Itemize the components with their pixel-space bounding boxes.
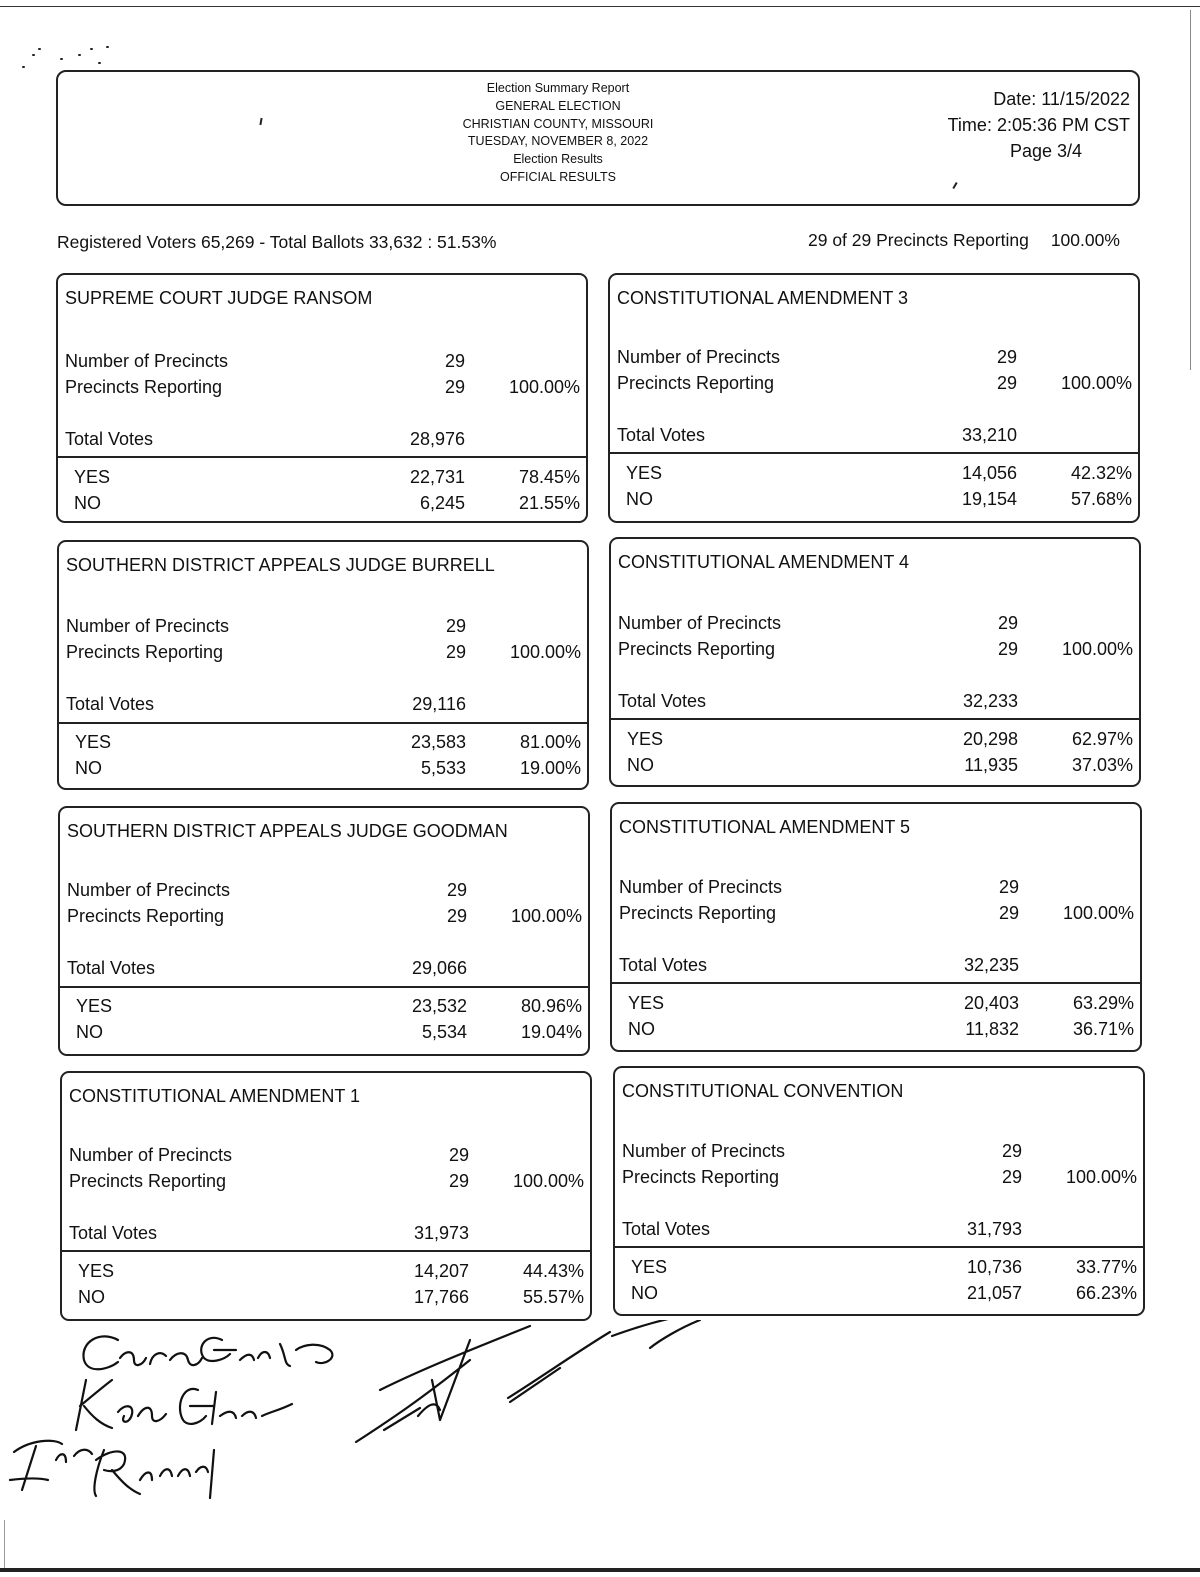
- row-value: 29: [445, 616, 466, 636]
- choice-votes: 5,533: [420, 758, 466, 778]
- page-edge-top: [0, 6, 1200, 7]
- choice-name: NO: [631, 1283, 658, 1303]
- page-edge-left: [4, 1520, 5, 1570]
- choice-votes: 17,766: [413, 1287, 469, 1307]
- row-label: Number of Precincts: [617, 347, 781, 367]
- row-label: Number of Precincts: [66, 616, 230, 636]
- contest-box: [56, 273, 588, 523]
- row-label: Total Votes: [617, 425, 706, 445]
- choice-row: [69, 1287, 584, 1309]
- choice-row: [66, 758, 581, 780]
- precincts-reporting-row: [617, 373, 1132, 395]
- choice-row: [67, 1022, 582, 1044]
- report-line: GENERAL ELECTION: [495, 98, 621, 113]
- row-percent: 100.00%: [1061, 639, 1133, 659]
- choice-percent: 62.97%: [1071, 729, 1133, 749]
- choice-votes: 20,298: [962, 729, 1018, 749]
- page-number: Page 3/4: [1009, 141, 1082, 161]
- total-votes-row: [622, 1219, 1137, 1241]
- contest-title: CONSTITUTIONAL AMENDMENT 5: [619, 817, 911, 837]
- report-line: Election Summary Report: [486, 81, 630, 95]
- row-label: Total Votes: [618, 691, 707, 711]
- choice-name: YES: [627, 729, 664, 749]
- choice-votes: 5,534: [421, 1022, 467, 1042]
- choice-name: YES: [74, 467, 111, 487]
- row-value: 29: [444, 377, 465, 397]
- precincts-reporting-row: [66, 642, 581, 664]
- row-percent: 100.00%: [510, 906, 582, 926]
- choice-percent: 57.68%: [1070, 489, 1132, 509]
- divider: [62, 1250, 590, 1252]
- row-label: Total Votes: [622, 1219, 711, 1239]
- choice-percent: 19.00%: [519, 758, 581, 778]
- choice-votes: 21,057: [966, 1283, 1022, 1303]
- precincts-reporting-row: [618, 639, 1133, 661]
- number-of-precincts-row: [617, 347, 1132, 369]
- precincts-reporting-row: [619, 903, 1134, 925]
- row-value: 29: [446, 880, 467, 900]
- choice-votes: 14,207: [413, 1261, 469, 1281]
- choice-percent: 55.57%: [522, 1287, 584, 1307]
- page-edge-right: [1190, 10, 1191, 370]
- signature-2: [76, 1380, 292, 1430]
- choice-row: [617, 463, 1132, 485]
- row-percent: 100.00%: [1062, 903, 1134, 923]
- row-label: Number of Precincts: [65, 351, 229, 371]
- row-label: Precincts Reporting: [618, 639, 776, 659]
- divider: [610, 452, 1138, 454]
- report-line: TUESDAY, NOVEMBER 8, 2022: [467, 134, 649, 149]
- choice-percent: 44.43%: [522, 1261, 584, 1281]
- signature-1: [83, 1336, 332, 1369]
- choice-row: [66, 732, 581, 754]
- choice-name: NO: [626, 489, 653, 509]
- choice-name: YES: [76, 996, 113, 1016]
- row-label: Precincts Reporting: [622, 1167, 780, 1187]
- row-value: 29: [446, 906, 467, 926]
- divider: [58, 456, 586, 458]
- precincts-reporting-percent: 100.00%: [1050, 230, 1120, 250]
- contest-box: [613, 1066, 1145, 1316]
- choice-percent: 80.96%: [520, 996, 582, 1016]
- row-label: Total Votes: [66, 694, 155, 714]
- row-value: 28,976: [409, 429, 465, 449]
- choice-percent: 36.71%: [1072, 1019, 1134, 1039]
- row-value: 29: [997, 613, 1018, 633]
- contest-title: SOUTHERN DISTRICT APPEALS JUDGE GOODMAN: [67, 821, 508, 841]
- row-label: Precincts Reporting: [65, 377, 223, 397]
- report-time: Time: 2:05:36 PM CST: [947, 115, 1130, 135]
- report-line: OFFICIAL RESULTS: [500, 169, 616, 184]
- row-value: 29,066: [411, 958, 467, 978]
- divider: [612, 982, 1140, 984]
- divider: [615, 1246, 1143, 1248]
- number-of-precincts-row: [622, 1141, 1137, 1163]
- choice-row: [622, 1283, 1137, 1305]
- number-of-precincts-row: [67, 880, 582, 902]
- row-value: 29,116: [412, 694, 466, 714]
- row-label: Number of Precincts: [69, 1145, 233, 1165]
- row-label: Precincts Reporting: [69, 1171, 227, 1191]
- contest-box: [58, 806, 590, 1056]
- choice-percent: 78.45%: [518, 467, 580, 487]
- choice-name: NO: [75, 758, 102, 778]
- contest-title: SUPREME COURT JUDGE RANSOM: [65, 288, 373, 308]
- choice-name: YES: [631, 1257, 668, 1277]
- row-label: Precincts Reporting: [66, 642, 224, 662]
- row-value: 31,793: [966, 1219, 1022, 1239]
- scan-mark: [952, 182, 957, 189]
- row-label: Number of Precincts: [619, 877, 783, 897]
- row-label: Total Votes: [67, 958, 156, 978]
- choice-row: [618, 755, 1133, 777]
- choice-percent: 33.77%: [1075, 1257, 1137, 1277]
- choice-name: NO: [76, 1022, 103, 1042]
- number-of-precincts-row: [618, 613, 1133, 635]
- contest-title: CONSTITUTIONAL AMENDMENT 4: [618, 552, 910, 572]
- page-edge-bottom: [0, 1568, 1200, 1572]
- report-header: [56, 70, 1140, 206]
- choice-name: YES: [626, 463, 663, 483]
- total-votes-row: [617, 425, 1132, 447]
- row-label: Total Votes: [619, 955, 708, 975]
- choice-name: NO: [74, 493, 101, 513]
- signature-4: [356, 1320, 710, 1442]
- report-line: Election Results: [513, 152, 603, 167]
- contest-title: CONSTITUTIONAL AMENDMENT 3: [617, 288, 909, 308]
- row-percent: 100.00%: [508, 377, 580, 397]
- choice-votes: 14,056: [961, 463, 1017, 483]
- total-votes-row: [69, 1223, 584, 1245]
- scan-mark: [259, 118, 262, 125]
- choice-votes: 6,245: [419, 493, 465, 513]
- total-votes-row: [65, 429, 580, 451]
- choice-row: [617, 489, 1132, 511]
- contest-title: CONSTITUTIONAL CONVENTION: [622, 1081, 904, 1101]
- divider: [60, 986, 588, 988]
- row-percent: 100.00%: [1065, 1167, 1137, 1187]
- choice-row: [65, 493, 580, 515]
- choice-row: [65, 467, 580, 489]
- choice-percent: 66.23%: [1075, 1283, 1137, 1303]
- precincts-reporting-row: [622, 1167, 1137, 1189]
- contest-box: [609, 537, 1141, 787]
- choice-name: YES: [78, 1261, 115, 1281]
- contest-box: [608, 273, 1140, 523]
- row-percent: 100.00%: [1060, 373, 1132, 393]
- total-votes-row: [66, 694, 581, 716]
- row-value: 29: [996, 373, 1017, 393]
- choice-votes: 11,832: [965, 1019, 1019, 1039]
- choice-row: [619, 993, 1134, 1015]
- choice-percent: 37.03%: [1071, 755, 1133, 775]
- total-votes-row: [619, 955, 1134, 977]
- report-meta: [910, 86, 1130, 164]
- row-value: 31,973: [413, 1223, 469, 1243]
- choice-votes: 10,736: [966, 1257, 1022, 1277]
- signature-3: [10, 1441, 214, 1498]
- row-label: Total Votes: [65, 429, 154, 449]
- report-line: CHRISTIAN COUNTY, MISSOURI: [462, 116, 654, 131]
- row-value: 29: [997, 639, 1018, 659]
- choice-votes: 19,154: [961, 489, 1017, 509]
- row-value: 29: [444, 351, 465, 371]
- row-label: Precincts Reporting: [617, 373, 775, 393]
- report-date: Date: 11/15/2022: [993, 89, 1130, 109]
- choice-percent: 21.55%: [518, 493, 580, 513]
- choice-name: YES: [628, 993, 665, 1013]
- registered-voters-summary: Registered Voters 65,269 - Total Ballots 33,632 : 51.53%: [57, 232, 497, 252]
- choice-votes: 22,731: [409, 467, 465, 487]
- row-label: Number of Precincts: [618, 613, 782, 633]
- choice-percent: 63.29%: [1072, 993, 1134, 1013]
- choice-name: YES: [75, 732, 112, 752]
- row-label: Total Votes: [69, 1223, 158, 1243]
- precincts-reporting-row: [67, 906, 582, 928]
- choice-percent: 42.32%: [1070, 463, 1132, 483]
- contest-box: [57, 540, 589, 790]
- total-votes-row: [67, 958, 582, 980]
- divider: [611, 718, 1139, 720]
- choice-row: [618, 729, 1133, 751]
- signatures: [0, 1320, 760, 1520]
- report-title-block: [398, 80, 718, 187]
- choice-votes: 23,532: [411, 996, 467, 1016]
- number-of-precincts-row: [65, 351, 580, 373]
- choice-row: [69, 1261, 584, 1283]
- contest-title: SOUTHERN DISTRICT APPEALS JUDGE BURRELL: [66, 555, 495, 575]
- row-value: 32,235: [963, 955, 1019, 975]
- precincts-reporting-summary: [808, 230, 1120, 251]
- contest-box: [60, 1071, 592, 1321]
- row-value: 29: [1001, 1167, 1022, 1187]
- row-value: 29: [445, 642, 466, 662]
- row-label: Number of Precincts: [67, 880, 231, 900]
- choice-name: NO: [628, 1019, 655, 1039]
- choice-name: NO: [627, 755, 654, 775]
- contest-box: [610, 802, 1142, 1052]
- number-of-precincts-row: [66, 616, 581, 638]
- number-of-precincts-row: [619, 877, 1134, 899]
- row-label: Precincts Reporting: [619, 903, 777, 923]
- precincts-reporting-text: 29 of 29 Precincts Reporting: [808, 230, 1029, 250]
- row-value: 29: [998, 877, 1019, 897]
- row-value: 29: [448, 1171, 469, 1191]
- total-votes-row: [618, 691, 1133, 713]
- row-value: 33,210: [961, 425, 1017, 445]
- choice-row: [67, 996, 582, 1018]
- choice-row: [619, 1019, 1134, 1041]
- choice-percent: 19.04%: [520, 1022, 582, 1042]
- row-value: 29: [1001, 1141, 1022, 1161]
- row-value: 29: [996, 347, 1017, 367]
- row-value: 32,233: [962, 691, 1018, 711]
- choice-row: [622, 1257, 1137, 1279]
- row-label: Precincts Reporting: [67, 906, 225, 926]
- choice-name: NO: [78, 1287, 105, 1307]
- precincts-reporting-row: [69, 1171, 584, 1193]
- divider: [59, 722, 587, 724]
- row-value: 29: [998, 903, 1019, 923]
- row-label: Number of Precincts: [622, 1141, 786, 1161]
- choice-votes: 23,583: [410, 732, 466, 752]
- row-value: 29: [448, 1145, 469, 1165]
- choice-votes: 20,403: [963, 993, 1019, 1013]
- choice-percent: 81.00%: [519, 732, 581, 752]
- row-percent: 100.00%: [512, 1171, 584, 1191]
- row-percent: 100.00%: [509, 642, 581, 662]
- precincts-reporting-row: [65, 377, 580, 399]
- contest-title: CONSTITUTIONAL AMENDMENT 1: [69, 1086, 361, 1106]
- choice-votes: 11,935: [964, 755, 1018, 775]
- number-of-precincts-row: [69, 1145, 584, 1167]
